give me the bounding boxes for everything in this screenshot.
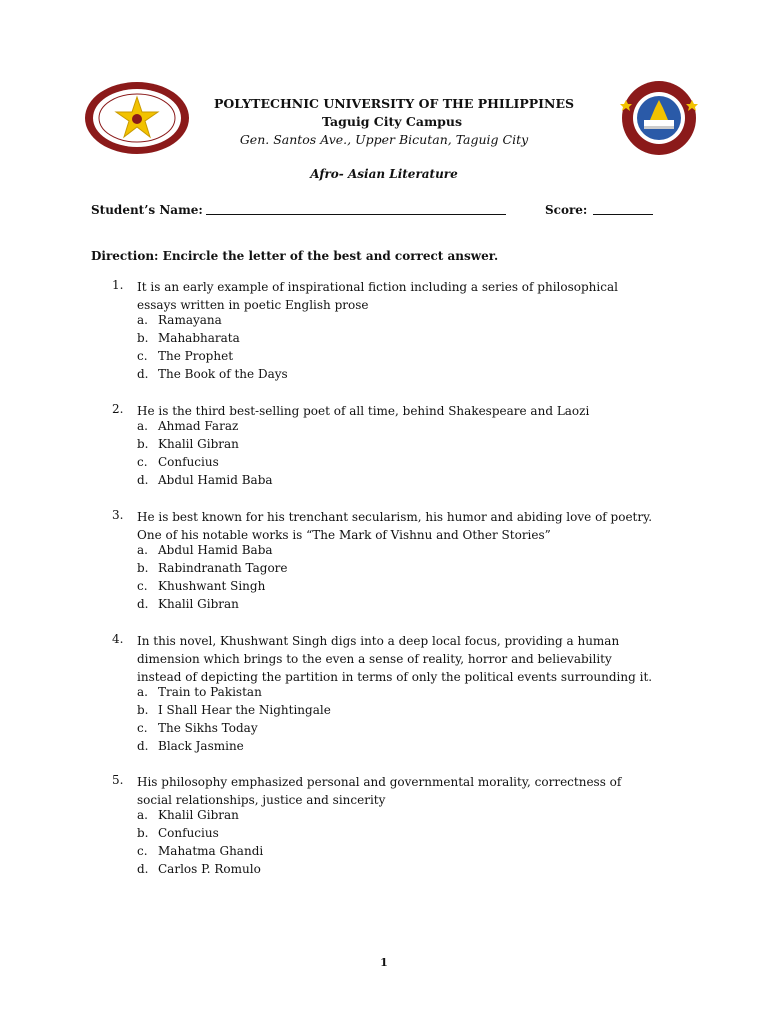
question-text (137, 402, 677, 420)
question-text (137, 278, 677, 314)
option-letter: d. (137, 473, 149, 487)
option-text: I Shall Hear the Nightingale (158, 703, 331, 717)
page-number: 1 (380, 956, 388, 969)
question-line: One of his notable works is “The Mark of Vishnu and Other Stories” (137, 528, 551, 542)
question-line: essays written in poetic English prose (137, 298, 369, 312)
option-letter: c. (137, 455, 148, 469)
option-letter: a. (137, 313, 148, 327)
option-letter: d. (137, 862, 149, 876)
option-text: Confucius (158, 826, 219, 840)
question-text (137, 632, 677, 686)
option-text: Ahmad Faraz (158, 419, 239, 433)
option-letter: c. (137, 844, 148, 858)
option-letter: b. (137, 331, 149, 345)
option-letter: a. (137, 419, 148, 433)
question-line: He is best known for his trenchant secularism, his humor and abiding love of poetry. (137, 510, 653, 524)
student-name-label: Student’s Name: (91, 203, 203, 217)
option-text: The Prophet (158, 349, 234, 363)
option-text: Carlos P. Romulo (158, 862, 261, 876)
option-text: Mahabharata (158, 331, 240, 345)
option-letter: c. (137, 349, 148, 363)
option-letter: b. (137, 437, 149, 451)
score-blank[interactable] (593, 214, 653, 215)
option-text: Abdul Hamid Baba (158, 473, 273, 487)
university-name: POLYTECHNIC UNIVERSITY OF THE PHILIPPINES (213, 96, 575, 111)
question-text (137, 508, 677, 544)
option-text: Khushwant Singh (158, 579, 266, 593)
option-letter: a. (137, 543, 148, 557)
option-letter: d. (137, 739, 149, 753)
option-letter: c. (137, 721, 148, 735)
option-text: Khalil Gibran (158, 437, 239, 451)
option-letter: b. (137, 826, 149, 840)
campus-name: Taguig City Campus (321, 114, 463, 129)
option-text: Train to Pakistan (158, 685, 262, 699)
question-number: 1. (112, 278, 124, 292)
option-letter: c. (137, 579, 148, 593)
question-number: 4. (112, 632, 124, 646)
option-letter: d. (137, 367, 149, 381)
option-text: The Book of the Days (158, 367, 288, 381)
direction-text: Direction: Encircle the letter of the best and correct answer. (91, 249, 499, 263)
option-text: Khalil Gibran (158, 597, 239, 611)
option-text: Confucius (158, 455, 219, 469)
question-number: 2. (112, 402, 124, 416)
question-line: He is the third best-selling poet of all time, behind Shakespeare and Laozi (137, 404, 590, 418)
option-letter: a. (137, 685, 148, 699)
option-letter: b. (137, 561, 149, 575)
option-letter: d. (137, 597, 149, 611)
question-line: His philosophy emphasized personal and governmental morality, correctness of (137, 775, 622, 789)
campus-address: Gen. Santos Ave., Upper Bicutan, Taguig City (239, 132, 529, 147)
question-line: It is an early example of inspirational fiction including a series of philosophical (137, 280, 618, 294)
option-text: Rabindranath Tagore (158, 561, 288, 575)
option-text: Abdul Hamid Baba (158, 543, 273, 557)
question-line: social relationships, justice and sincerity (137, 793, 386, 807)
option-text: Mahatma Ghandi (158, 844, 264, 858)
option-text: The Sikhs Today (158, 721, 258, 735)
option-letter: b. (137, 703, 149, 717)
question-number: 5. (112, 773, 124, 787)
question-text (137, 773, 677, 809)
student-name-blank[interactable] (206, 214, 506, 215)
option-text: Ramayana (158, 313, 222, 327)
subject-title: Afro- Asian Literature (310, 167, 458, 181)
question-line: instead of depicting the partition in terms of only the political events surrounding it. (137, 670, 653, 684)
score-label: Score: (545, 203, 588, 217)
option-text: Black Jasmine (158, 739, 244, 753)
question-line: In this novel, Khushwant Singh digs into a deep local focus, providing a human (137, 634, 620, 648)
question-number: 3. (112, 508, 124, 522)
option-text: Khalil Gibran (158, 808, 239, 822)
option-letter: a. (137, 808, 148, 822)
question-line: dimension which brings to the even a sense of reality, horror and believability (137, 652, 612, 666)
